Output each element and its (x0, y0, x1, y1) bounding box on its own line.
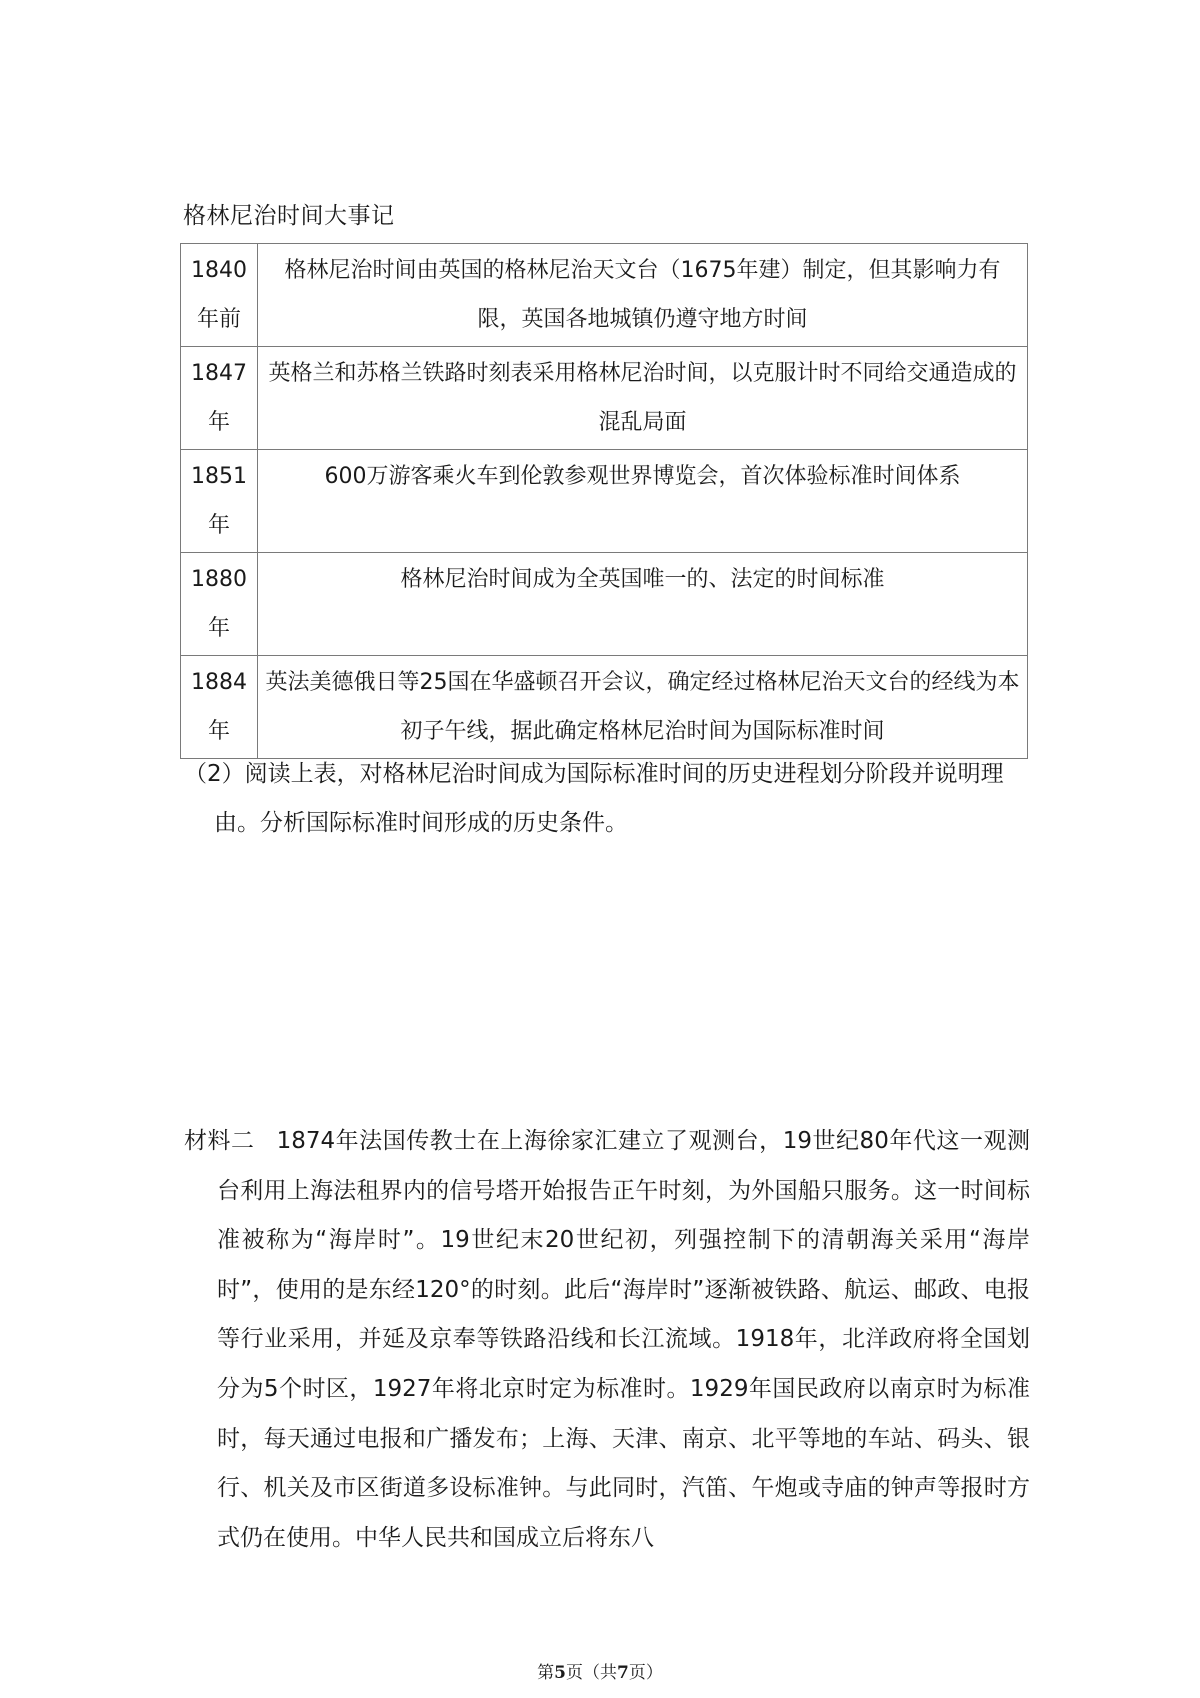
question-text: （2）阅读上表，对格林尼治时间成为国际标准时间的历史进程划分阶段并说明理由。分析国际标准时间形成的历史条件。 (184, 761, 1004, 836)
event-year: 1884年 (181, 656, 258, 759)
event-table (180, 243, 1028, 759)
event-year: 1851年 (181, 450, 258, 553)
event-year: 1880年 (181, 553, 258, 656)
table-title: 格林尼治时间大事记 (183, 203, 395, 229)
table-row (181, 656, 1028, 759)
event-description: 600万游客乘火车到伦敦参观世界博览会，首次体验标准时间体系 (258, 450, 1028, 553)
table-row (181, 450, 1028, 553)
material-paragraph (184, 1117, 1030, 1563)
footer-suffix: 页） (628, 1663, 663, 1683)
event-description: 英法美德俄日等25国在华盛顿召开会议，确定经过格林尼治天文台的经线为本初子午线，据此确定格林尼治时间为国际标准时间 (258, 656, 1028, 759)
event-description: 英格兰和苏格兰铁路时刻表采用格林尼治时间，以克服计时不同给交通造成的混乱局面 (258, 347, 1028, 450)
material-text: 1874年法国传教士在上海徐家汇建立了观测台，19世纪80年代这一观测台利用上海法租界内的信号塔开始报告正午时刻，为外国船只服务。这一时间标准被称为“海岸时”。19世纪末20世纪初，列强控制下的清朝海关采用“海岸时”，使用的是东经120°的时刻。此后“海岸时”逐渐被铁路、航运、邮政、电报等行业采用，并延及京奉等铁路沿线和长江流域。1918年，北洋政府将全国划分为5个时区，1927年将北京时定为标准时。1929年国民政府以南京时为标准时，每天通过电报和广播发布；上海、天津、南京、北平等地的车站、码头、银行、机关及市区街道多设标准钟。与此同时，汽笛、午炮或寺庙的钟声等报时方式仍在使用。中华人民共和国成立后将东八 (217, 1128, 1030, 1551)
table-row (181, 244, 1028, 347)
material-label: 材料二 (184, 1128, 255, 1154)
event-description: 格林尼治时间由英国的格林尼治天文台（1675年建）制定，但其影响力有限，英国各地城镇仍遵守地方时间 (258, 244, 1028, 347)
page-footer (0, 1662, 1200, 1684)
footer-prefix: 第 (537, 1663, 555, 1683)
event-year: 1840年前 (181, 244, 258, 347)
total-pages: 7 (617, 1663, 629, 1683)
page-number: 5 (554, 1663, 566, 1683)
footer-middle: 页（共 (566, 1663, 617, 1683)
event-year: 1847年 (181, 347, 258, 450)
table-row (181, 347, 1028, 450)
table-row (181, 553, 1028, 656)
event-description: 格林尼治时间成为全英国唯一的、法定的时间标准 (258, 553, 1028, 656)
